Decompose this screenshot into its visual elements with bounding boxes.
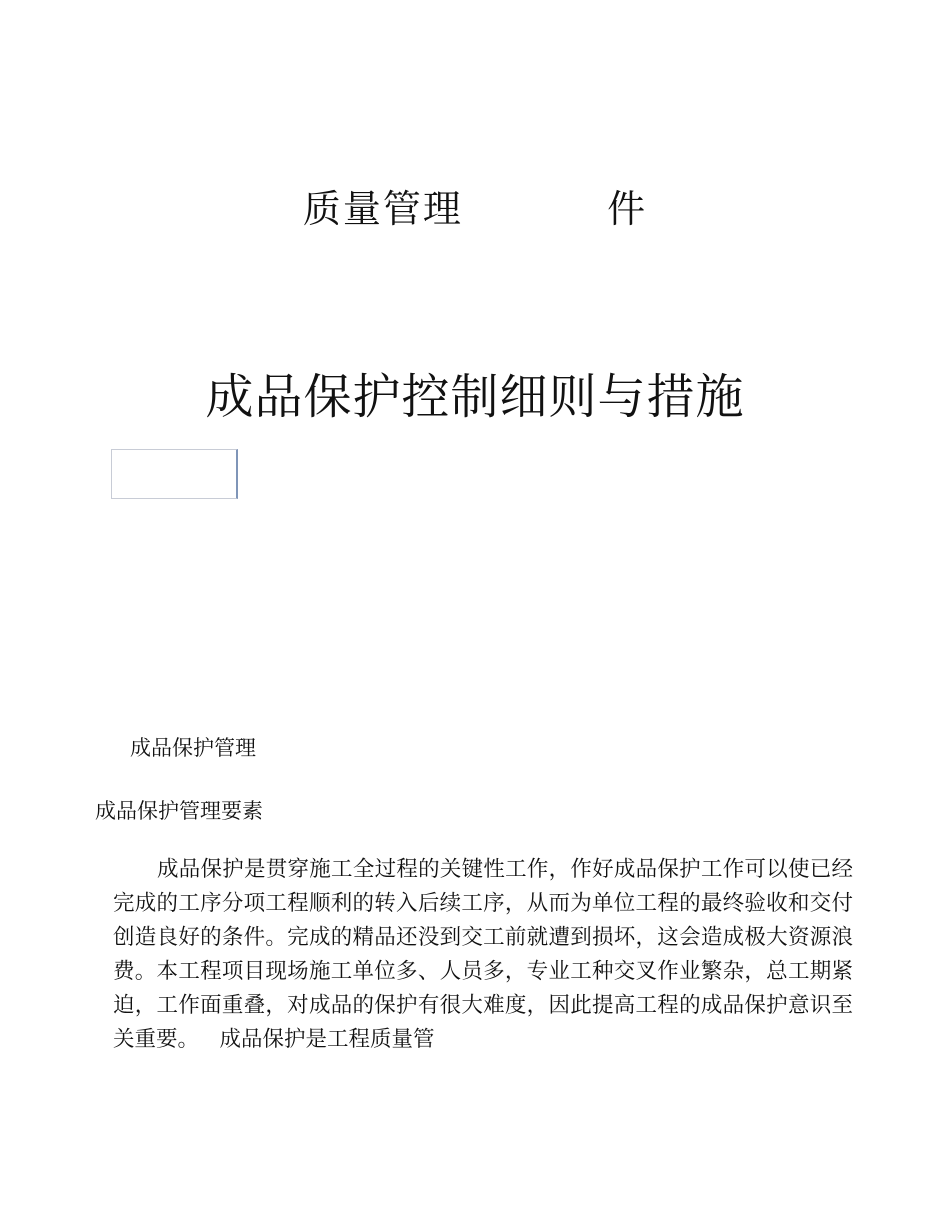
body-paragraph: 成品保护是贯穿施工全过程的关键性工作，作好成品保护工作可以使已经完成的工序分项工程顺利的转入后续工序，从而为单位工程的最终验收和交付创造良好的条件。完成的精品还没到交工前就遭到损坏，这会造成极大资源浪费。本工程项目现场施工单位多、人员多，专业工种交叉作业繁杂，总工期紧迫，工作面重叠，对成品的保护有很大难度，因此提高工程的成品保护意识至关重要。 成品保护是工程质量管 <box>113 857 853 1052</box>
blank-box <box>111 449 238 499</box>
sub-heading: 成品保护管理要素 <box>95 799 263 823</box>
section-heading: 成品保护管理 <box>130 736 256 760</box>
document-title: 成品保护控制细则与措施 <box>205 369 745 425</box>
document-category: 质量管理 件 <box>302 187 648 231</box>
